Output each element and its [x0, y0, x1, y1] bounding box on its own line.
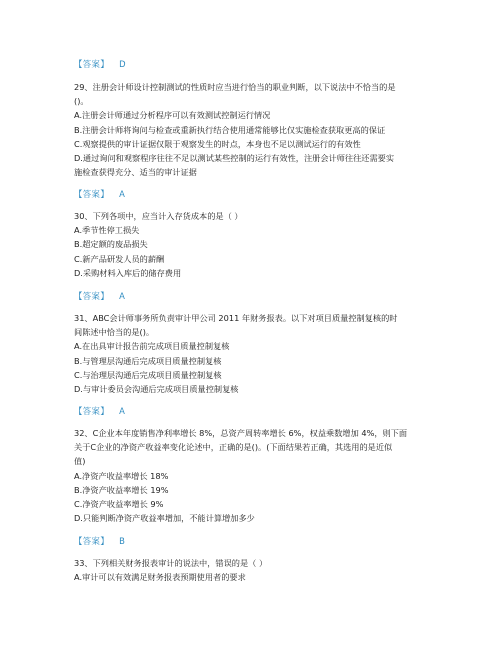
option-b: B.与管理层沟通后完成项目质量控制复核 [74, 355, 222, 366]
answer-line [74, 405, 125, 417]
question-stem: 29、注册会计师设计控制测试的性质时应当进行恰当的职业判断，以下说法中不恰当的是 [74, 82, 396, 92]
option-b: B.净资产收益率增长 19% [74, 484, 169, 495]
question-stem: 33、下列相关财务报表审计的说法中，错误的是（ ） [74, 558, 268, 568]
answer-value: A [119, 291, 126, 301]
answer-value: B [119, 536, 126, 546]
option-a: A.季节性停工损失 [74, 225, 140, 236]
option-b: B.超定额的废品损失 [74, 239, 148, 250]
answer-label: 【答案】 [74, 536, 110, 546]
answer-line [74, 290, 125, 302]
question-stem: 32、C企业本年度销售净利率增长 8%，总资产周转率增长 6%，权益乘数增加 4%，则下面 [74, 428, 408, 438]
question-33 [74, 556, 434, 584]
option-d: D.只能判断净资产收益率增加，不能计算增加多少 [74, 513, 255, 524]
question-stem-cont: 间陈述中恰当的是()。 [74, 327, 155, 338]
question-31 [74, 311, 434, 396]
option-d: D.采购材料入库后的储存费用 [74, 267, 182, 278]
answer-line [74, 188, 125, 200]
answer-value: D [119, 59, 126, 69]
question-30 [74, 209, 434, 280]
answer-label: 【答案】 [74, 291, 110, 301]
question-29 [74, 80, 434, 179]
question-stem-cont: 值) [74, 456, 86, 467]
question-stem: 30、下列各项中，应当计入存货成本的是（ ） [74, 211, 243, 221]
option-a: A.在出具审计报告前完成项目质量控制复核 [74, 341, 230, 352]
answer-label: 【答案】 [74, 406, 110, 416]
question-stem-cont: 关于C企业的净资产收益率变化论述中，正确的是()。(下面结果若正确，其选用的是近似 [74, 442, 393, 453]
option-d: D.与审计委员会沟通后完成项目质量控制复核 [74, 384, 239, 395]
answer-line [74, 535, 125, 547]
answer-value: A [119, 189, 126, 199]
option-d: D.通过询问和观察程序往往不足以测试某些控制的运行有效性，注册会计师往往还需要实 [74, 153, 395, 164]
option-c: C.与治理层沟通后完成项目质量控制复核 [74, 369, 222, 380]
option-c: C.新产品研发人员的薪酬 [74, 253, 165, 264]
option-a: A.注册会计师通过分析程序可以有效测试控制运行情况 [74, 110, 271, 121]
option-c: C.净资产收益率增长 9% [74, 499, 164, 510]
question-stem-cont: ()。 [74, 96, 89, 107]
question-stem: 31、ABC会计师事务所负责审计甲公司 2011 年财务报表。以下对项目质量控制复核的时 [74, 313, 398, 323]
option-a: A.净资产收益率增长 18% [74, 470, 169, 481]
option-b: B.注册会计师将询问与检查或重新执行结合使用通常能够比仅实施检查获取更高的保证 [74, 124, 386, 135]
option-c: C.观察提供的审计证据仅限于观察发生的时点，本身也不足以测试运行的有效性 [74, 138, 361, 149]
answer-label: 【答案】 [74, 59, 110, 69]
option-a: A.审计可以有效满足财务报表预期使用者的要求 [74, 572, 246, 583]
question-32 [74, 426, 434, 525]
answer-label: 【答案】 [74, 189, 110, 199]
answer-line [74, 58, 126, 70]
answer-value: A [119, 406, 126, 416]
option-d-cont: 施检查获得充分、适当的审计证据 [74, 167, 197, 178]
